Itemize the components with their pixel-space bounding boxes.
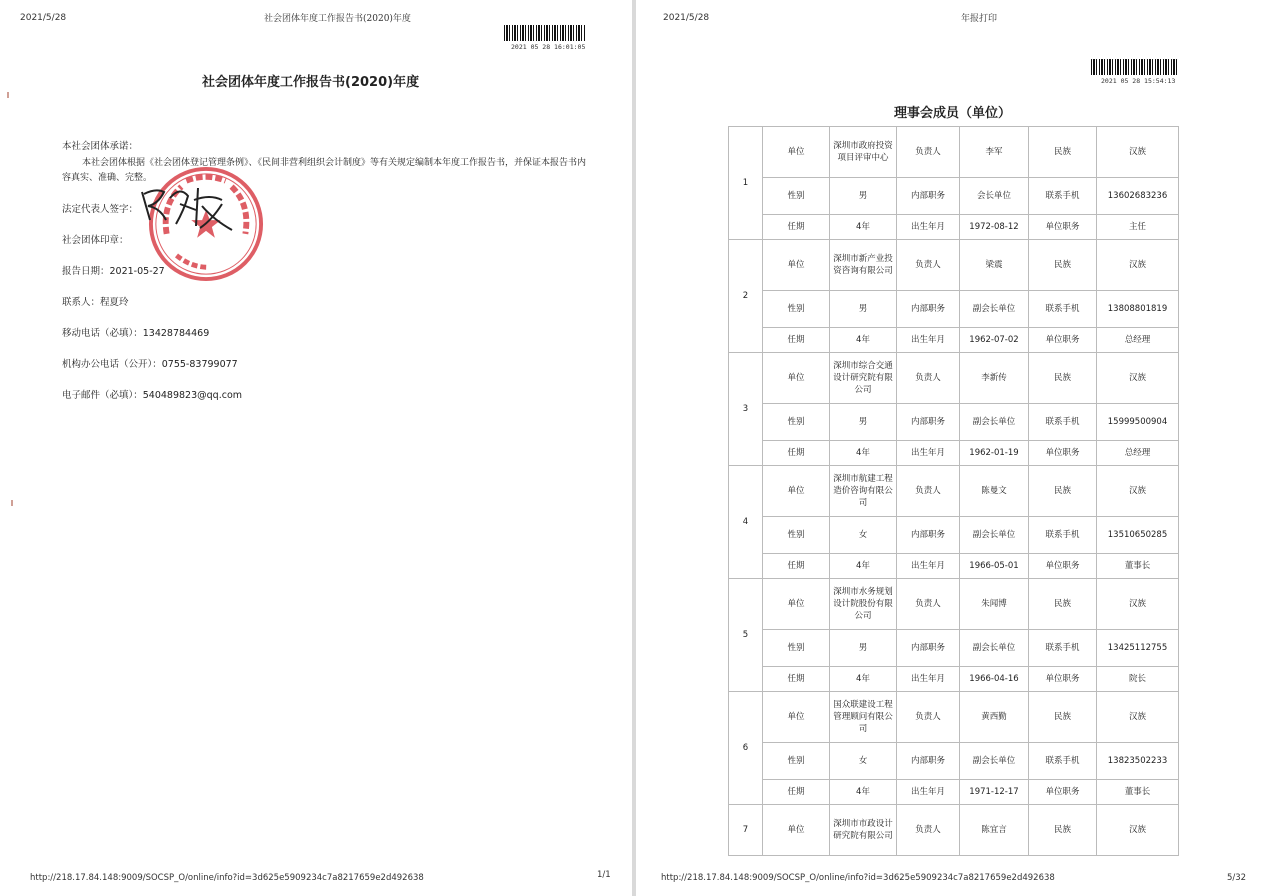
term-value: 4年	[830, 328, 897, 353]
unit-label: 单位	[763, 240, 830, 291]
promise-heading: 本社会团体承诺：	[62, 141, 139, 152]
member-gender-row	[729, 743, 1179, 780]
member-term-row	[729, 780, 1179, 805]
inner-post-label: 内部职务	[897, 291, 960, 328]
unit-post-value: 总经理	[1097, 328, 1179, 353]
inner-post-value: 副会长单位	[960, 630, 1029, 667]
members-table-title: 理事会成员（单位）	[894, 106, 1012, 121]
term-value: 4年	[830, 441, 897, 466]
nation-value: 汉族	[1097, 127, 1179, 178]
scan-mark	[7, 92, 9, 98]
phone-value: 13823502233	[1097, 743, 1179, 780]
person-label: 负责人	[897, 240, 960, 291]
unit-post-label: 单位职务	[1029, 667, 1097, 692]
term-label: 任期	[763, 215, 830, 240]
unit-post-label: 单位职务	[1029, 780, 1097, 805]
person-label: 负责人	[897, 692, 960, 743]
person-name: 陈曼文	[960, 466, 1029, 517]
legal-rep-label: 法定代表人签字：	[62, 204, 139, 215]
member-term-row	[729, 441, 1179, 466]
nation-value: 汉族	[1097, 466, 1179, 517]
person-label: 负责人	[897, 579, 960, 630]
member-term-row	[729, 554, 1179, 579]
unit-post-label: 单位职务	[1029, 328, 1097, 353]
member-gender-row	[729, 178, 1179, 215]
inner-post-value: 会长单位	[960, 178, 1029, 215]
member-term-row	[729, 328, 1179, 353]
member-number: 2	[729, 240, 763, 353]
nation-value: 汉族	[1097, 353, 1179, 404]
gender-value: 男	[830, 291, 897, 328]
term-label: 任期	[763, 441, 830, 466]
gender-label: 性别	[763, 291, 830, 328]
birth-value: 1962-01-19	[960, 441, 1029, 466]
unit-name: 深圳市水务规划设计院股份有限公司	[830, 579, 897, 630]
handwritten-signature	[136, 180, 241, 235]
unit-name: 国众联建设工程管理顾问有限公司	[830, 692, 897, 743]
council-members-table	[728, 126, 1179, 856]
birth-label: 出生年月	[897, 441, 960, 466]
birth-label: 出生年月	[897, 554, 960, 579]
left-page	[0, 0, 632, 896]
term-value: 4年	[830, 215, 897, 240]
person-name: 朱闻博	[960, 579, 1029, 630]
member-unit-row	[729, 466, 1179, 517]
member-gender-row	[729, 517, 1179, 554]
gender-label: 性别	[763, 630, 830, 667]
right-header-title: 年报打印	[961, 14, 998, 24]
gender-value: 男	[830, 404, 897, 441]
scan-mark	[11, 500, 13, 506]
nation-label: 民族	[1029, 127, 1097, 178]
birth-label: 出生年月	[897, 667, 960, 692]
gender-label: 性别	[763, 743, 830, 780]
gender-value: 女	[830, 743, 897, 780]
member-gender-row	[729, 404, 1179, 441]
left-barcode-time: 2021 05 28 16:01:05	[511, 43, 586, 51]
person-label: 负责人	[897, 353, 960, 404]
person-name: 黄西勤	[960, 692, 1029, 743]
inner-post-label: 内部职务	[897, 517, 960, 554]
inner-post-label: 内部职务	[897, 178, 960, 215]
birth-value: 1962-07-02	[960, 328, 1029, 353]
inner-post-value: 副会长单位	[960, 743, 1029, 780]
document-title: 社会团体年度工作报告书(2020)年度	[202, 75, 420, 90]
nation-label: 民族	[1029, 353, 1097, 404]
left-footer-page: 1/1	[597, 870, 611, 880]
left-footer-url: http://218.17.84.148:9009/SOCSP_O/online/info?id=3d625e5909234c7a8217659e2d492638	[30, 873, 424, 883]
unit-name: 深圳市市政设计研究院有限公司	[830, 805, 897, 856]
term-value: 4年	[830, 554, 897, 579]
nation-label: 民族	[1029, 240, 1097, 291]
member-gender-row	[729, 291, 1179, 328]
right-page	[636, 0, 1277, 896]
member-number: 1	[729, 127, 763, 240]
unit-post-value: 董事长	[1097, 554, 1179, 579]
right-barcode	[1091, 59, 1179, 75]
nation-value: 汉族	[1097, 240, 1179, 291]
nation-label: 民族	[1029, 692, 1097, 743]
gender-label: 性别	[763, 404, 830, 441]
term-label: 任期	[763, 328, 830, 353]
member-number: 7	[729, 805, 763, 856]
phone-value: 13808801819	[1097, 291, 1179, 328]
phone-value: 15999500904	[1097, 404, 1179, 441]
nation-value: 汉族	[1097, 692, 1179, 743]
birth-value: 1966-04-16	[960, 667, 1029, 692]
phone-value: 13602683236	[1097, 178, 1179, 215]
email: 电子邮件（必填）：540489823@qq.com	[62, 390, 243, 401]
unit-post-label: 单位职务	[1029, 441, 1097, 466]
unit-label: 单位	[763, 466, 830, 517]
unit-post-value: 主任	[1097, 215, 1179, 240]
unit-name: 深圳市新产业投资咨询有限公司	[830, 240, 897, 291]
inner-post-label: 内部职务	[897, 630, 960, 667]
person-label: 负责人	[897, 127, 960, 178]
phone-label: 联系手机	[1029, 291, 1097, 328]
birth-label: 出生年月	[897, 328, 960, 353]
phone-label: 联系手机	[1029, 517, 1097, 554]
seal-label: 社会团体印章：	[62, 235, 129, 246]
unit-label: 单位	[763, 805, 830, 856]
member-number: 3	[729, 353, 763, 466]
unit-post-value: 董事长	[1097, 780, 1179, 805]
term-label: 任期	[763, 780, 830, 805]
nation-label: 民族	[1029, 805, 1097, 856]
member-unit-row	[729, 127, 1179, 178]
unit-name: 深圳市航建工程造价咨询有限公司	[830, 466, 897, 517]
phone-label: 联系手机	[1029, 630, 1097, 667]
left-barcode	[504, 25, 586, 41]
report-date: 报告日期：2021-05-27	[62, 266, 165, 277]
birth-label: 出生年月	[897, 215, 960, 240]
birth-value: 1966-05-01	[960, 554, 1029, 579]
unit-post-label: 单位职务	[1029, 215, 1097, 240]
gender-label: 性别	[763, 517, 830, 554]
nation-value: 汉族	[1097, 805, 1179, 856]
member-gender-row	[729, 630, 1179, 667]
term-value: 4年	[830, 780, 897, 805]
birth-value: 1971-12-17	[960, 780, 1029, 805]
person-name: 梁震	[960, 240, 1029, 291]
member-number: 5	[729, 579, 763, 692]
member-term-row	[729, 215, 1179, 240]
member-number: 6	[729, 692, 763, 805]
gender-value: 男	[830, 630, 897, 667]
unit-label: 单位	[763, 127, 830, 178]
member-unit-row	[729, 579, 1179, 630]
right-footer-page: 5/32	[1227, 873, 1247, 883]
mobile-phone: 移动电话（必填）：13428784469	[62, 328, 210, 339]
term-label: 任期	[763, 667, 830, 692]
phone-label: 联系手机	[1029, 178, 1097, 215]
unit-post-label: 单位职务	[1029, 554, 1097, 579]
inner-post-label: 内部职务	[897, 743, 960, 780]
member-number: 4	[729, 466, 763, 579]
phone-label: 联系手机	[1029, 743, 1097, 780]
person-label: 负责人	[897, 466, 960, 517]
unit-label: 单位	[763, 692, 830, 743]
phone-value: 13425112755	[1097, 630, 1179, 667]
member-unit-row	[729, 692, 1179, 743]
person-label: 负责人	[897, 805, 960, 856]
birth-label: 出生年月	[897, 780, 960, 805]
nation-value: 汉族	[1097, 579, 1179, 630]
unit-label: 单位	[763, 353, 830, 404]
phone-label: 联系手机	[1029, 404, 1097, 441]
person-name: 李新传	[960, 353, 1029, 404]
term-label: 任期	[763, 554, 830, 579]
member-unit-row	[729, 805, 1179, 856]
nation-label: 民族	[1029, 466, 1097, 517]
inner-post-value: 副会长单位	[960, 291, 1029, 328]
inner-post-label: 内部职务	[897, 404, 960, 441]
member-term-row	[729, 667, 1179, 692]
unit-name: 深圳市政府投资项目评审中心	[830, 127, 897, 178]
left-header-date: 2021/5/28	[20, 13, 67, 23]
promise-text: 本社会团体根据《社会团体登记管理条例》、《民间非营利组织会计制度》等有关规定编制本年度工作报告书，并保证本报告书内容真实、准确、完整。	[62, 158, 587, 183]
unit-label: 单位	[763, 579, 830, 630]
inner-post-value: 副会长单位	[960, 517, 1029, 554]
unit-name: 深圳市综合交通设计研究院有限公司	[830, 353, 897, 404]
term-value: 4年	[830, 667, 897, 692]
gender-value: 男	[830, 178, 897, 215]
member-unit-row	[729, 240, 1179, 291]
unit-post-value: 总经理	[1097, 441, 1179, 466]
birth-value: 1972-08-12	[960, 215, 1029, 240]
gender-value: 女	[830, 517, 897, 554]
person-name: 李军	[960, 127, 1029, 178]
left-header-title: 社会团体年度工作报告书(2020)年度	[264, 14, 411, 24]
right-footer-url: http://218.17.84.148:9009/SOCSP_O/online/info?id=3d625e5909234c7a8217659e2d492638	[661, 873, 1055, 883]
contact-person: 联系人：程夏玲	[62, 297, 129, 308]
nation-label: 民族	[1029, 579, 1097, 630]
person-name: 陈宜言	[960, 805, 1029, 856]
gender-label: 性别	[763, 178, 830, 215]
phone-value: 13510650285	[1097, 517, 1179, 554]
office-phone: 机构办公电话（公开）：0755-83799077	[62, 359, 238, 370]
member-unit-row	[729, 353, 1179, 404]
unit-post-value: 院长	[1097, 667, 1179, 692]
inner-post-value: 副会长单位	[960, 404, 1029, 441]
right-header-date: 2021/5/28	[663, 13, 710, 23]
right-barcode-time: 2021 05 28 15:54:13	[1101, 77, 1176, 85]
